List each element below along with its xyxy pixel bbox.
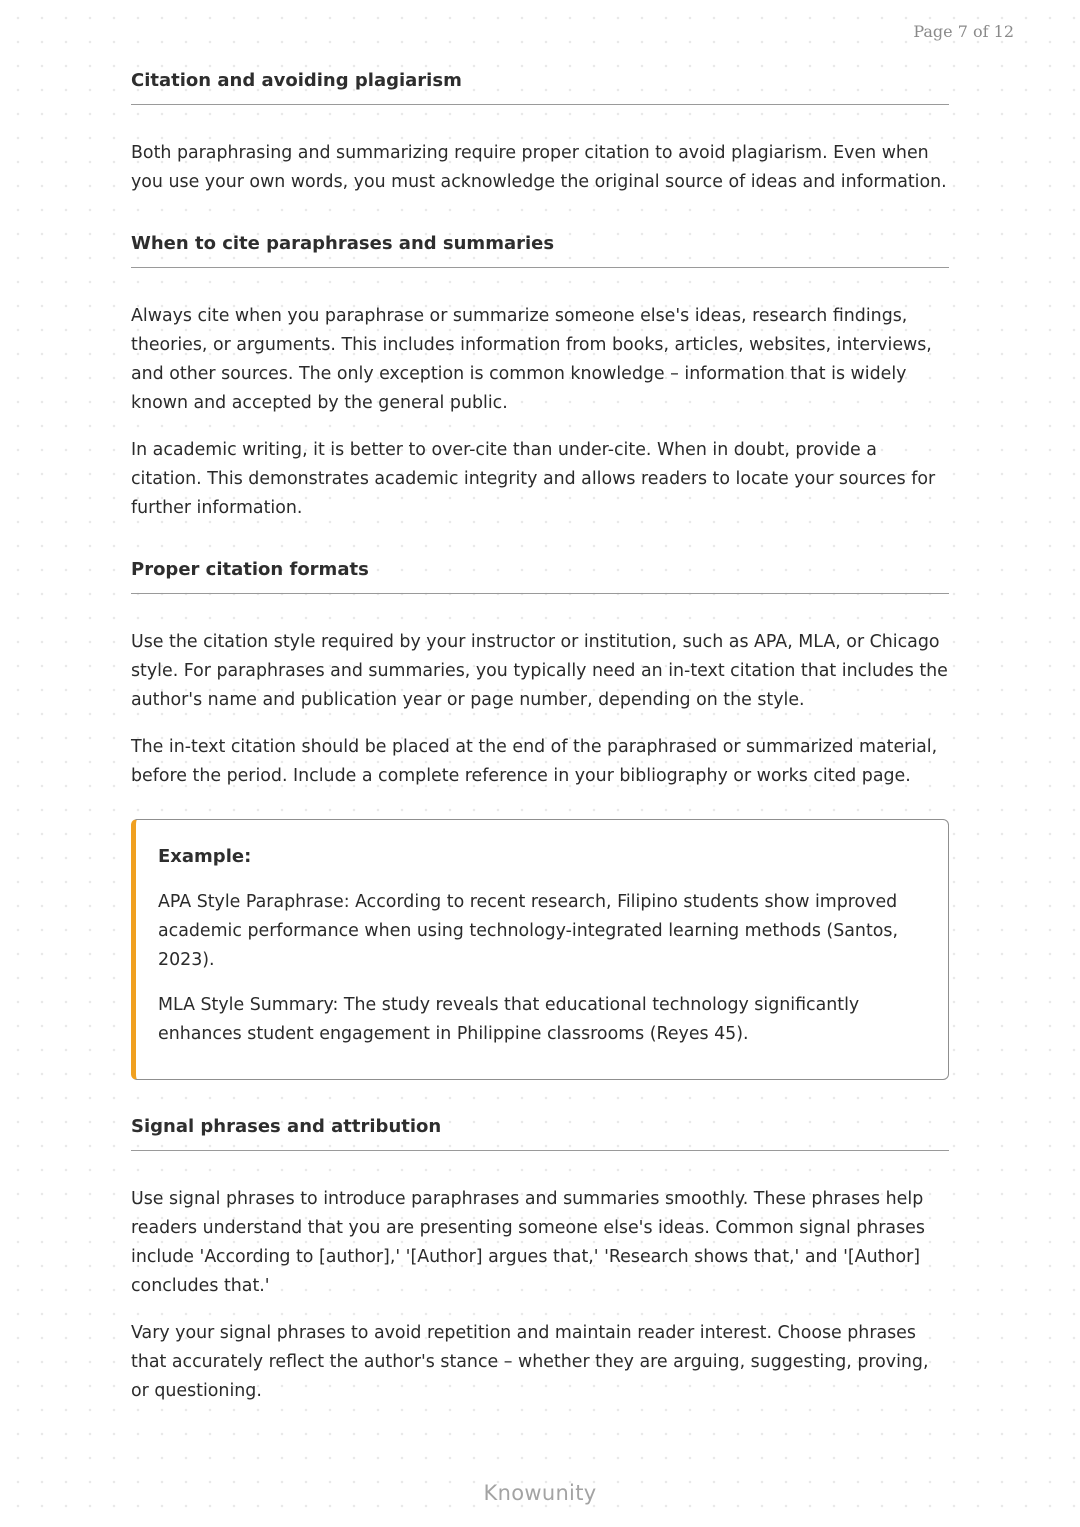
paragraph: Vary your signal phrases to avoid repetition and maintain reader interest. Choose phrases that accurately reflect the author's stance – whether they are arguing, suggesting, proving, or questioning. — [131, 1323, 929, 1401]
example-title: Example: — [158, 846, 252, 867]
document-body — [131, 68, 949, 1424]
paragraph: The in-text citation should be placed at the end of the paraphrased or summarized material, before the period. Include a complete reference in your bibliography or works cited page. — [131, 737, 938, 786]
section-citation-formats — [131, 557, 949, 1080]
example-callout — [131, 819, 949, 1080]
paragraph: Use signal phrases to introduce paraphrases and summaries smoothly. These phrases help readers understand that you are presenting someone else's ideas. Common signal phrases include 'According to [author],' '[Author] argues that,' 'Research shows that,' and '[Author] concludes that.' — [131, 1189, 925, 1296]
section-heading: Proper citation formats — [131, 557, 949, 594]
section-heading: When to cite paraphrases and summaries — [131, 231, 949, 268]
paragraph: Use the citation style required by your instructor or institution, such as APA, MLA, or Chicago style. For paraphrases and summaries, you typically need an in-text citation that includes the author's name and publication year or page number, depending on the style. — [131, 632, 948, 710]
section-heading: Citation and avoiding plagiarism — [131, 68, 949, 105]
footer-brand-watermark: Knowunity — [483, 1481, 597, 1505]
paragraph: In academic writing, it is better to over-cite than under-cite. When in doubt, provide a citation. This demonstrates academic integrity and allows readers to locate your sources for further information. — [131, 440, 936, 518]
section-when-to-cite — [131, 231, 949, 523]
example-apa-paraphrase: APA Style Paraphrase: According to recent research, Filipino students show improved academic performance when using technology-integrated learning methods (Santos, 2023). — [158, 892, 898, 970]
example-mla-summary: MLA Style Summary: The study reveals that educational technology significantly enhances student engagement in Philippine classrooms (Reyes 45). — [158, 995, 860, 1044]
paragraph: Both paraphrasing and summarizing require proper citation to avoid plagiarism. Even when you use your own words, you must acknowledge the original source of ideas and information. — [131, 143, 947, 192]
section-citation-plagiarism — [131, 68, 949, 197]
page-number: Page 7 of 12 — [913, 22, 1014, 41]
section-heading: Signal phrases and attribution — [131, 1114, 949, 1151]
section-signal-phrases — [131, 1114, 949, 1406]
paragraph: Always cite when you paraphrase or summarize someone else's ideas, research findings, theories, or arguments. This includes information from books, articles, websites, interviews, and other sources. The only exception is common knowledge – information that is widely known and accepted by the general public. — [131, 306, 932, 413]
